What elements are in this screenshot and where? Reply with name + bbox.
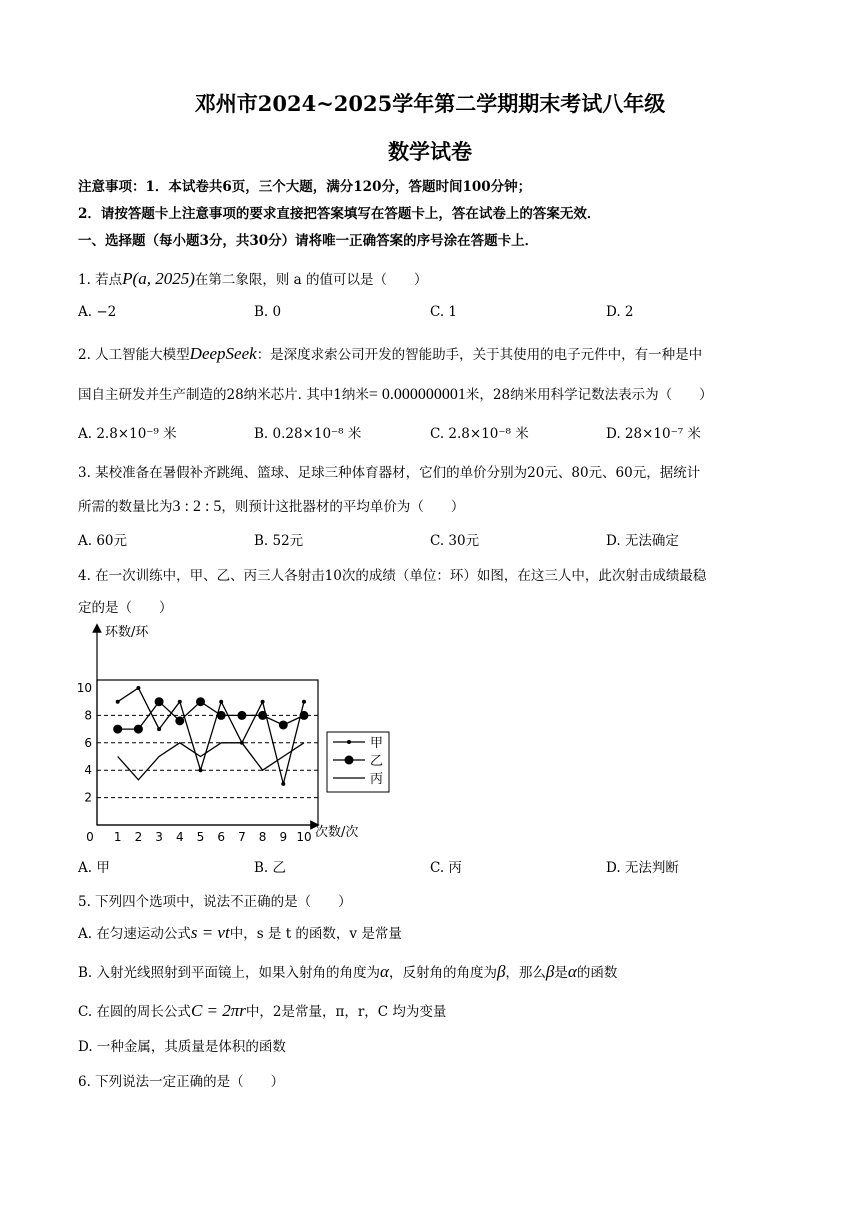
q3-option-c: C. 30元 bbox=[430, 533, 480, 549]
question-6-stem: 6. 下列说法一定正确的是（ ） bbox=[78, 1074, 285, 1090]
q3-line2-post: ，则预计这批器材的平均单价为（ ） bbox=[221, 499, 465, 515]
y-tick-label: 4 bbox=[84, 763, 92, 778]
x-tick-label: 6 bbox=[217, 830, 226, 844]
legend-label-3: 丙 bbox=[370, 772, 384, 787]
q5b-mid3: 是 bbox=[554, 965, 568, 981]
q5b-alpha-2: α bbox=[567, 962, 577, 981]
q2-option-b: B. 0.28×10⁻⁸ 米 bbox=[254, 426, 362, 442]
question-2-line-2 bbox=[78, 383, 713, 404]
q2-option-c: C. 2.8×10⁻⁸ 米 bbox=[430, 426, 529, 442]
x-tick-label: 3 bbox=[155, 830, 163, 844]
q4-option-d: D. 无法判断 bbox=[606, 860, 679, 876]
q2-line2-math: = 0.000000001 bbox=[368, 386, 466, 403]
series-1-point bbox=[116, 700, 120, 704]
x-tick-label: 9 bbox=[279, 830, 288, 844]
q3-option-b: B. 52元 bbox=[254, 533, 304, 549]
q1-option-b: B. 0 bbox=[254, 304, 282, 320]
series-line-3 bbox=[118, 743, 304, 780]
q5c-post: 中，2是常量，π，r，C 均为变量 bbox=[245, 1004, 447, 1020]
series-2-point bbox=[134, 725, 143, 734]
q2-line2-pre: 国自主研发并生产制造的28纳米芯片. 其中1纳米 bbox=[78, 387, 369, 403]
q5-option-a bbox=[78, 922, 402, 943]
q2-option-d: D. 28×10⁻⁷ 米 bbox=[606, 426, 701, 442]
q1-pre: 1. 若点 bbox=[78, 272, 123, 288]
series-1-point bbox=[302, 700, 306, 704]
note-line-1: 注意事项：1．本试卷共6页，三个大题，满分120分，答题时间100分钟； bbox=[78, 179, 532, 195]
x-axis-label: 次数/次 bbox=[315, 825, 359, 840]
q1-option-d: D. 2 bbox=[606, 304, 634, 320]
series-1-point bbox=[157, 727, 161, 731]
q5b-pre: B. 入射光线照射到平面镜上，如果入射角的角度为 bbox=[78, 965, 381, 981]
series-2-point bbox=[300, 711, 309, 720]
q1-post: 在第二象限，则 a 的值可以是（ ） bbox=[194, 272, 428, 288]
question-3-line-2 bbox=[78, 495, 464, 516]
q3-option-d: D. 无法确定 bbox=[606, 533, 679, 549]
x-tick-label: 2 bbox=[134, 830, 143, 844]
series-1-point bbox=[261, 700, 265, 704]
legend-label-1: 甲 bbox=[370, 736, 384, 751]
q5b-mid: ，反射角的角度为 bbox=[388, 965, 497, 981]
q2-line2-post: 米，28纳米用科学记数法表示为（ ） bbox=[465, 387, 713, 403]
q4-option-a: A. 甲 bbox=[78, 860, 110, 876]
q3-option-a: A. 60元 bbox=[78, 533, 128, 549]
series-2-point bbox=[217, 711, 226, 720]
q3-line2-pre: 所需的数量比为 bbox=[78, 499, 173, 515]
x-tick-label: 5 bbox=[196, 830, 205, 844]
legend-marker-1 bbox=[347, 740, 351, 744]
q2-pre: 2. 人工智能大模型 bbox=[78, 347, 190, 363]
exam-title: 邓州市2024~2025学年第二学期期末考试八年级 bbox=[194, 91, 666, 116]
q5a-post: 中，s 是 t 的函数，v 是常量 bbox=[229, 926, 402, 942]
q5-option-b bbox=[78, 961, 617, 982]
series-2-point bbox=[113, 725, 122, 734]
q2-math: DeepSeek bbox=[189, 344, 257, 363]
question-4-line-1: 4. 在一次训练中，甲、乙、丙三人各射击10次的成绩（单位：环）如图，在这三人中，此次射击成绩最稳 bbox=[78, 568, 707, 584]
question-2-line-1 bbox=[78, 343, 702, 364]
series-line-1 bbox=[118, 688, 304, 784]
q5-option-d: D. 一种金属，其质量是体积的函数 bbox=[78, 1039, 286, 1055]
question-1 bbox=[78, 268, 428, 289]
y-tick-label: 8 bbox=[84, 708, 92, 723]
exam-subtitle: 数学试卷 bbox=[388, 139, 472, 164]
section-one-heading: 一、选择题（每小题3分，共30分）请将唯一正确答案的序号涂在答题卡上． bbox=[78, 233, 539, 249]
q5a-math: s = vt bbox=[190, 923, 230, 942]
series-1-point bbox=[219, 700, 223, 704]
x-tick-label: 7 bbox=[238, 830, 246, 844]
y-tick-label: 10 bbox=[76, 681, 92, 695]
y-tick-label: 6 bbox=[84, 735, 92, 750]
q1-option-c: C. 1 bbox=[430, 304, 458, 320]
q1-option-a: A. −2 bbox=[78, 304, 117, 320]
question-3-line-1: 3. 某校准备在暑假补齐跳绳、篮球、足球三种体育器材，它们的单价分别为20元、80元、60元，据统计 bbox=[78, 465, 701, 481]
question-4-line-2: 定的是（ ） bbox=[78, 600, 173, 616]
series-1-point bbox=[199, 768, 203, 772]
q5c-pre: C. 在圆的周长公式 bbox=[78, 1004, 191, 1020]
y-axis-label: 环数/环 bbox=[105, 625, 149, 640]
note-line-2: 2．请按答题卡上注意事项的要求直接把答案填写在答题卡上，答在试卷上的答案无效． bbox=[78, 206, 601, 222]
series-2-point bbox=[258, 711, 267, 720]
q2-line1-post: ：是深度求索公司开发的智能助手，关于其使用的电子元件中，有一种是中 bbox=[256, 347, 703, 363]
shooting-scores-chart bbox=[75, 620, 384, 845]
q3-line2-math: 3 : 2 : 5 bbox=[172, 498, 222, 515]
q1-math: P(a, 2025) bbox=[122, 269, 195, 288]
q5a-pre: A. 在匀速运动公式 bbox=[78, 926, 191, 942]
question-5-stem: 5. 下列四个选项中，说法不正确的是（ ） bbox=[78, 894, 352, 910]
x-tick-label: 0 bbox=[86, 830, 94, 844]
legend-label-2: 乙 bbox=[370, 754, 384, 769]
x-tick-label: 8 bbox=[258, 830, 267, 844]
q5c-math: C = 2πr bbox=[190, 1001, 246, 1020]
series-1-point bbox=[136, 686, 140, 690]
series-2-point bbox=[196, 697, 205, 706]
series-2-point bbox=[175, 716, 184, 725]
q5b-mid2: ，那么 bbox=[505, 965, 546, 981]
q4-option-b: B. 乙 bbox=[254, 860, 287, 876]
series-2-point bbox=[237, 711, 246, 720]
x-tick-label: 4 bbox=[175, 830, 184, 844]
q5b-alpha: α bbox=[380, 962, 389, 981]
q2-option-a: A. 2.8×10⁻⁹ 米 bbox=[78, 426, 177, 442]
series-2-point bbox=[155, 697, 164, 706]
x-tick-label: 1 bbox=[113, 830, 122, 844]
series-1-point bbox=[281, 782, 285, 786]
q5b-beta-2: β bbox=[545, 962, 555, 981]
q5-option-c bbox=[78, 1000, 446, 1021]
y-tick-label: 2 bbox=[84, 790, 92, 805]
q5b-beta: β bbox=[496, 962, 506, 981]
legend-marker-2 bbox=[345, 756, 354, 765]
x-tick-label: 10 bbox=[296, 830, 312, 844]
series-2-point bbox=[279, 720, 288, 729]
series-1-point bbox=[178, 700, 182, 704]
q5b-post: 的函数 bbox=[576, 965, 618, 981]
q4-option-c: C. 丙 bbox=[430, 860, 462, 876]
